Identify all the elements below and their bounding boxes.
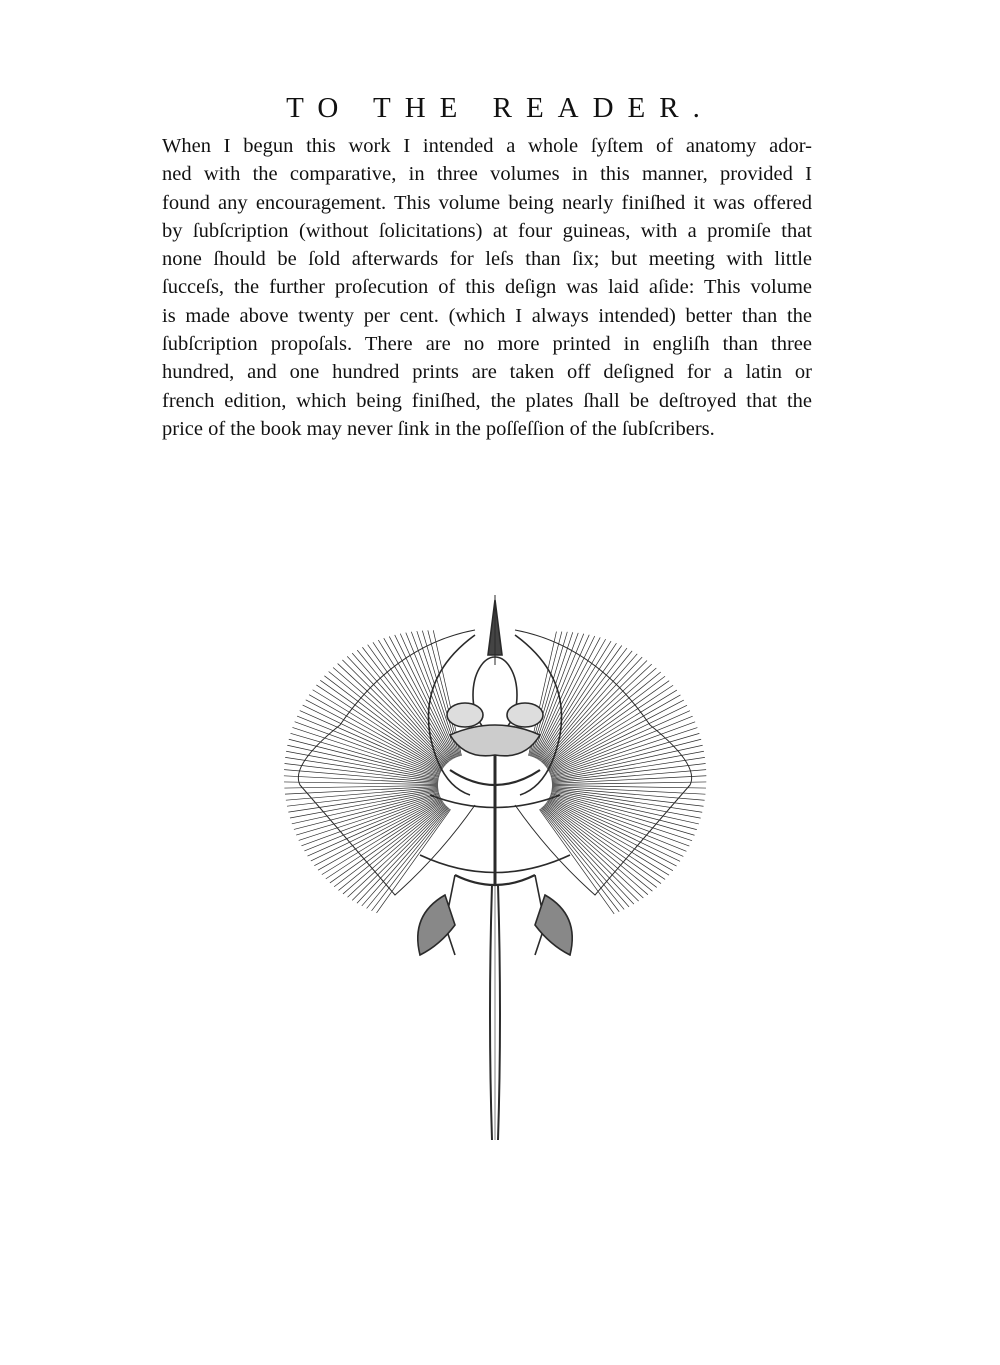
fin-ray (285, 763, 439, 781)
fin-ray (287, 788, 438, 806)
fin-ray (295, 722, 440, 775)
text-line: french edition, which being finiſhed, the plates ſhall be deſtroyed that the (162, 389, 812, 412)
fin-ray (551, 733, 700, 776)
text-line: ſubſcription propoſals. There are no more printed in engliſh than three (162, 333, 812, 356)
text-line: price of the book may never ſink in the poſſeſſion of the ſubſcribers. (162, 417, 715, 440)
fin-ray (550, 722, 695, 775)
fin-ray (334, 803, 444, 887)
fin-ray (367, 808, 449, 908)
fin-ray (549, 798, 680, 861)
fin-ray (540, 809, 619, 912)
text-line: ſucceſs, the further proſecution of this deſign was laid aſide: This volume (162, 276, 812, 299)
ray-skeleton-illustration (260, 595, 730, 1140)
fin-ray (552, 788, 704, 806)
body-text (162, 132, 812, 443)
text-line: is made above twenty per cent. (which I always intended) better than the (162, 304, 812, 327)
fin-ray (352, 806, 447, 900)
fin-ray (543, 661, 647, 764)
fin-ray (343, 805, 445, 894)
fin-ray (311, 798, 441, 861)
fin-ray (538, 641, 611, 759)
fin-ray (552, 763, 706, 781)
fin-ray (389, 636, 454, 758)
fin-ray (313, 690, 443, 770)
text-line: ned with the comparative, in three volumes in this manner, provided I (162, 163, 812, 186)
fin-ray (342, 660, 446, 764)
text-line: found any encouragement. This volume being nearly finiſhed it was offered (162, 191, 812, 214)
fin-ray (303, 705, 441, 772)
fin-ray (377, 809, 451, 913)
fin-ray (290, 733, 439, 776)
text-line: by ſubſcription (without ſolicitations) at four guineas, with a promiſe that (162, 219, 812, 242)
fin-ray (372, 809, 450, 911)
text-line: none ſhould be ſold afterwards for leſs than ſix; but meeting with little (162, 248, 812, 271)
fin-ray (536, 637, 600, 758)
fin-ray (550, 796, 687, 851)
fin-ray (378, 640, 452, 759)
text-line: When I begun this work I intended a whole ſyſtem of anatomy ador- (162, 135, 812, 157)
page-title: TO THE READER. (286, 92, 714, 124)
fin-ray (542, 808, 629, 907)
text-line: hundred, and one hundred prints are taken off deſigned for a latin or (162, 361, 812, 384)
fin-ray (543, 806, 638, 901)
fin-ray (304, 796, 440, 851)
fin-ray (541, 808, 624, 909)
ray-skeleton-body (298, 595, 691, 1140)
